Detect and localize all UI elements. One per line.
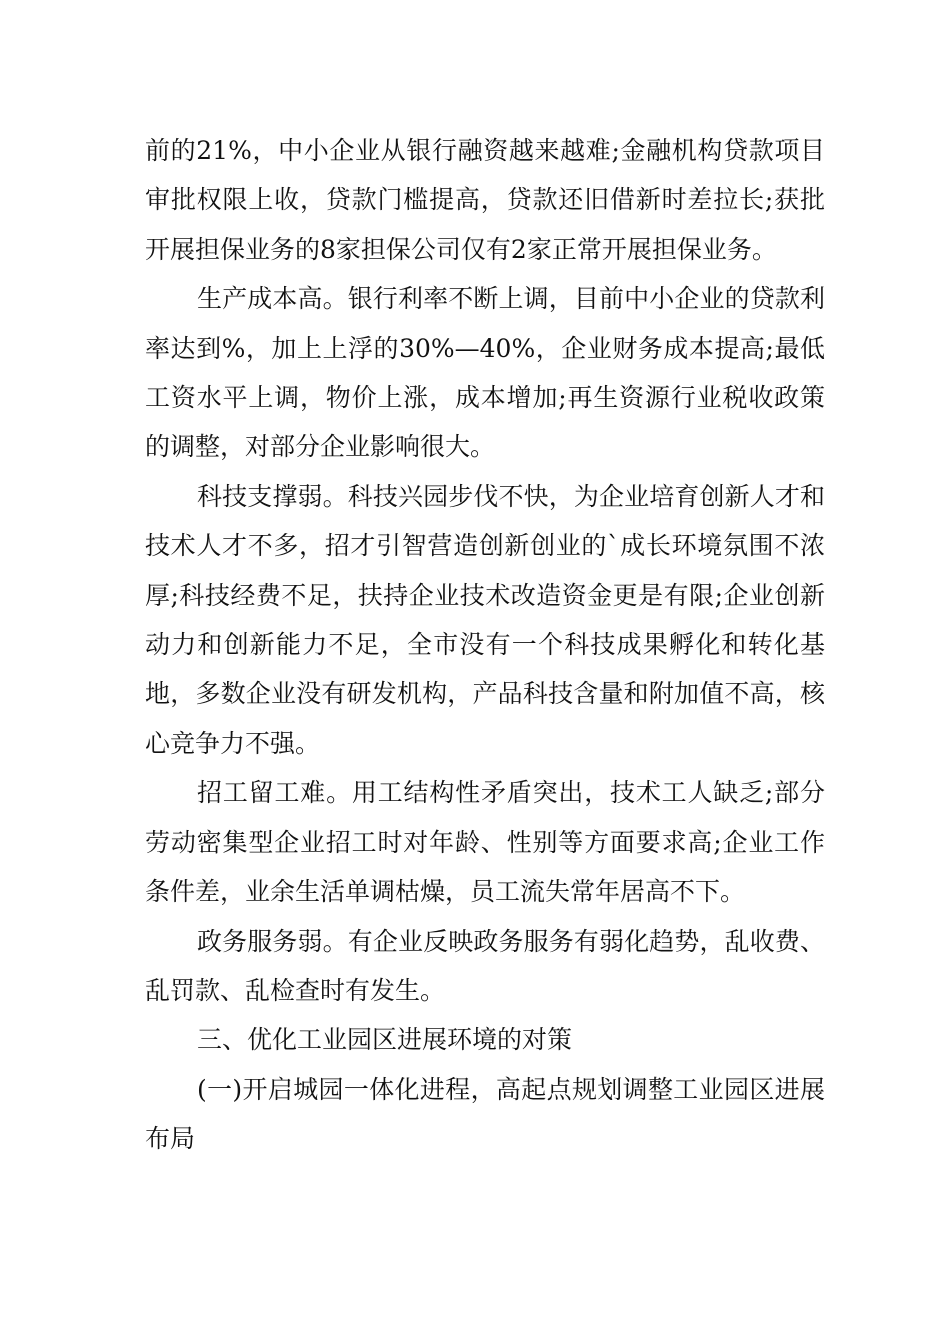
paragraph-government-service: 政务服务弱。有企业反映政务服务有弱化趋势，乱收费、乱罚款、乱检查时有发生。 [145,926,825,1005]
section-heading: 三、优化工业园区进展环境的对策 [197,1025,573,1055]
document-body [145,126,825,1164]
paragraph-recruitment: 招工留工难。用工结构性矛盾突出，技术工人缺乏;部分劳动密集型企业招工时对年龄、性别等方面要求高;企业工作条件差，业余生活单调枯燥，员工流失常年居高不下。 [145,778,825,907]
paragraph-financing: 前的21%，中小企业从银行融资越来越难;金融机构贷款项目审批权限上收，贷款门槛提高，贷款还旧借新时差拉长;获批开展担保业务的8家担保公司仅有2家正常开展担保业务。 [145,136,825,264]
paragraph-production-cost: 生产成本高。银行利率不断上调，目前中小企业的贷款利率达到%，加上上浮的30%—40%，企业财务成本提高;最低工资水平上调，物价上涨，成本增加;再生资源行业税收政策的调整，对部分企业影响很大。 [145,284,825,462]
subsection-heading: (一)开启城园一体化进程，高起点规划调整工业园区进展布局 [145,1074,825,1154]
paragraph-technology-support: 科技支撑弱。科技兴园步伐不快，为企业培育创新人才和技术人才不多，招才引智营造创新创业的`成长环境氛围不浓厚;科技经费不足，扶持企业技术改造资金更是有限;企业创新动力和创新能力不足，全市没有一个科技成果孵化和转化基地，多数企业没有研发机构，产品科技含量和附加值不高，核心竞争力不强。 [145,481,825,758]
